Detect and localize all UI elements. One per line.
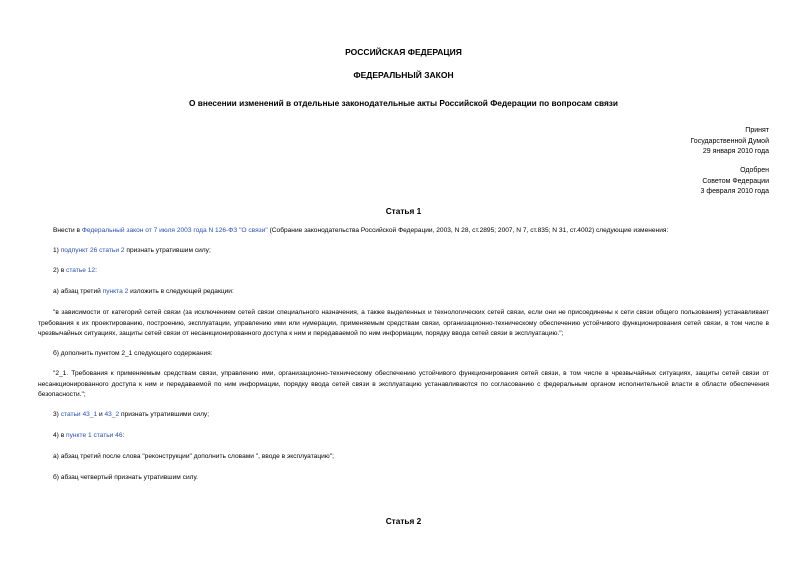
law-type-heading: ФЕДЕРАЛЬНЫЙ ЗАКОН xyxy=(353,70,454,80)
text-fragment: 2) в xyxy=(53,267,67,274)
text-fragment: (Собрание законодательства Российской Федерации, 2003, N 28, ст.2895; 2007, N 7, ст.835; N 31, ст.4002) следующие изменения: xyxy=(267,227,669,234)
paragraph-item-2b: б) дополнить пунктом 2_1 следующего содержания: xyxy=(53,350,213,357)
point-2-link[interactable]: пункта 2 xyxy=(102,288,129,295)
article-12-link[interactable]: статье 12 xyxy=(66,267,96,274)
article-2-heading: Статья 2 xyxy=(385,516,422,526)
approval-date: 3 февраля 2010 года xyxy=(700,188,769,196)
text-fragment: 1) xyxy=(53,247,61,254)
paragraph-quote-1: "в зависимости от категорий сетей связи (за исключением сетей связи специального назначения, а также выделенных и технологических сетей связи, если они не присоединены к сети связи общего пользования) устанавливает требования к их проектированию, построению, эксплуатации, управлению ими или нумерации, применяемым средствам связи, организационно-техническому обеспечению устойчивого функционирования сетей связи, в том числе в чрезвычайных ситуациях, защиты сетей связи от несанкционированного доступа к ним и передаваемой по ним информации, порядку ввода сетей связи в эксплуатацию."; xyxy=(38,309,769,338)
country-heading: РОССИЙСКАЯ ФЕДЕРАЦИЯ xyxy=(345,47,462,57)
text-fragment: изложить в следующей редакции: xyxy=(128,288,234,295)
paragraph-item-3 xyxy=(38,410,769,421)
text-fragment: признать утратившими силу; xyxy=(119,411,210,418)
article-1-heading: Статья 1 xyxy=(385,206,422,216)
paragraph-item-1 xyxy=(38,246,769,257)
adoption-line-2: Государственной Думой xyxy=(690,137,769,145)
paragraph-item-4 xyxy=(38,431,769,442)
law-126-fz-link[interactable]: Федеральный закон от 7 июля 2003 года N 126-ФЗ "О связи" xyxy=(81,227,268,234)
text-fragment: : xyxy=(122,432,125,439)
text-fragment: 4) в xyxy=(53,432,67,439)
adoption-block xyxy=(690,126,769,158)
paragraph-item-4b: б) абзац четвертый признать утратившим силу. xyxy=(53,474,198,481)
approval-line-1: Одобрен xyxy=(740,167,769,174)
approval-line-2: Советом Федерации xyxy=(702,177,769,185)
text-fragment: и xyxy=(97,411,105,418)
adoption-line-1: Принят xyxy=(745,127,769,134)
point-1-article-46-link[interactable]: пункте 1 статьи 46 xyxy=(66,432,123,439)
text-fragment: признать утратившим силу; xyxy=(124,247,211,254)
text-fragment: : xyxy=(95,267,97,274)
text-fragment: 3) xyxy=(53,411,61,418)
paragraph-item-2 xyxy=(38,266,769,277)
adoption-date: 29 января 2010 года xyxy=(702,148,769,156)
text-fragment: Внести в xyxy=(53,227,82,234)
paragraph-item-4a: а) абзац третий после слова "реконструкции" дополнить словами ", вводе в эксплуатацию"; xyxy=(53,453,334,460)
paragraph-item-2a xyxy=(38,287,769,298)
subparagraph-26-article-2-link[interactable]: подпункт 26 статьи 2 xyxy=(60,247,125,254)
approval-block xyxy=(701,166,769,198)
article-43-2-link[interactable]: 43_2 xyxy=(104,411,120,418)
text-fragment: а) абзац третий xyxy=(53,288,103,295)
law-title: О внесении изменений в отдельные законодательные акты Российской Федерации по вопросам связи xyxy=(188,98,619,108)
paragraph-intro xyxy=(38,226,769,237)
article-43-1-link[interactable]: статьи 43_1 xyxy=(60,411,98,418)
paragraph-quote-2: "2_1. Требования к применяемым средствам связи, управлению ими, организационно-техническому обеспечению устойчивого функционирования сетей связи, в том числе в чрезвычайных ситуациях, защиты сетей связи от несанкционированного доступа к ним и передаваемой по ним информации, порядку ввода сетей связи в эксплуатацию устанавливаются по согласованию с федеральным органом исполнительной власти в области обеспечения безопасности."; xyxy=(38,370,769,399)
